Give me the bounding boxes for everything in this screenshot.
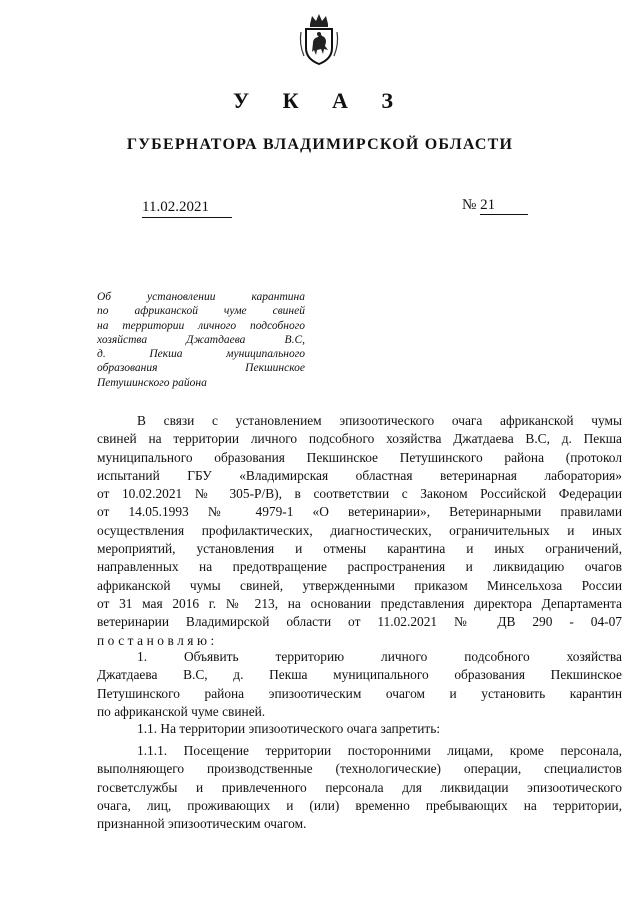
preamble-line: муниципального образования Пекшинское Петушинского района (протокол	[97, 449, 622, 465]
preamble-paragraph	[97, 412, 622, 650]
preamble-line: В связи с установлением эпизоотического очага африканской чумы	[137, 413, 622, 428]
item-1-line: Джатдаева В.С, д. Пекша муниципального образования Пекшинское	[97, 667, 622, 683]
decree-number-prefix: №	[462, 197, 477, 213]
item-1-1	[97, 720, 622, 738]
subject-line: Об установлении карантина	[97, 291, 305, 303]
preamble-line: свиней на территории личного подсобного хозяйства Джатдаева В.С, д. Пекша	[97, 431, 622, 447]
subject-line: образования Пекшинское	[97, 362, 305, 375]
item-1	[97, 648, 622, 721]
decree-subject	[97, 290, 305, 390]
preamble-line: ветеринарии Владимирской области от 11.02.2021 № ДВ 290 - 04-07	[97, 614, 622, 630]
preamble-line: от 31 мая 2016 г. № 213, на основании представления директора Департамента	[97, 595, 622, 611]
item-1-line: по африканской чуме свиней.	[97, 703, 266, 719]
item-1-line: Петушинского района эпизоотическим очагом и установить карантин	[97, 685, 622, 701]
decree-word: постановляю:	[97, 632, 218, 648]
document-subtitle: ГУБЕРНАТОРА ВЛАДИМИРСКОЙ ОБЛАСТИ	[126, 136, 514, 153]
item-1-1-1-line: выполняющего производственные (технологические) операции, специалистов	[97, 761, 622, 777]
decree-number: 21	[480, 197, 528, 215]
document-title: У К А З	[232, 88, 408, 113]
preamble-line: от 10.02.2021 № 305-Р/В), в соответствии с Законом Российской Федерации	[97, 486, 622, 502]
item-1-line: 1. Объявить территорию личного подсобного хозяйства	[137, 649, 622, 664]
subject-line: по африканской чуме свиней	[97, 305, 305, 318]
item-1-1-1-line: очага, лиц, проживающих и (или) временно пребывающих на территории,	[97, 797, 622, 813]
preamble-line: от 14.05.1993 № 4979-1 «О ветеринарии», Ветеринарными правилами	[97, 504, 622, 520]
coat-of-arms-icon	[298, 12, 340, 66]
preamble-line: африканской чумы свиней, утвержденными приказом Минсельхоза России	[97, 577, 622, 593]
subject-line: на территории личного подсобного	[97, 319, 305, 332]
decree-number-block	[462, 197, 528, 215]
preamble-line: осуществления профилактических, диагностических, ограничительных и иных	[97, 522, 622, 538]
preamble-line: направленных на предотвращение распространения и ликвидацию очагов	[97, 559, 622, 575]
subject-line: д. Пекша муниципального	[97, 348, 305, 361]
decree-date: 11.02.2021	[142, 199, 232, 218]
item-1-1-1	[97, 742, 622, 833]
item-1-1-1-line: признанной эпизоотическим очагом.	[97, 816, 307, 832]
subject-line: Петушинского района	[97, 376, 207, 389]
subject-line: хозяйства Джатдаева В.С,	[97, 333, 305, 346]
preamble-line: мероприятий, установления и отмены карантина и иных ограничений,	[97, 541, 622, 557]
preamble-line: испытаний ГБУ «Владимирская областная ветеринарная лаборатория»	[97, 467, 622, 483]
item-1-1-1-line: 1.1.1. Посещение территории посторонними лицами, кроме персонала,	[137, 743, 622, 758]
item-1-1-line: 1.1. На территории эпизоотического очага запретить:	[137, 721, 441, 736]
item-1-1-1-line: госветслужбы и привлеченного персонала для ликвидации эпизоотического	[97, 779, 622, 795]
